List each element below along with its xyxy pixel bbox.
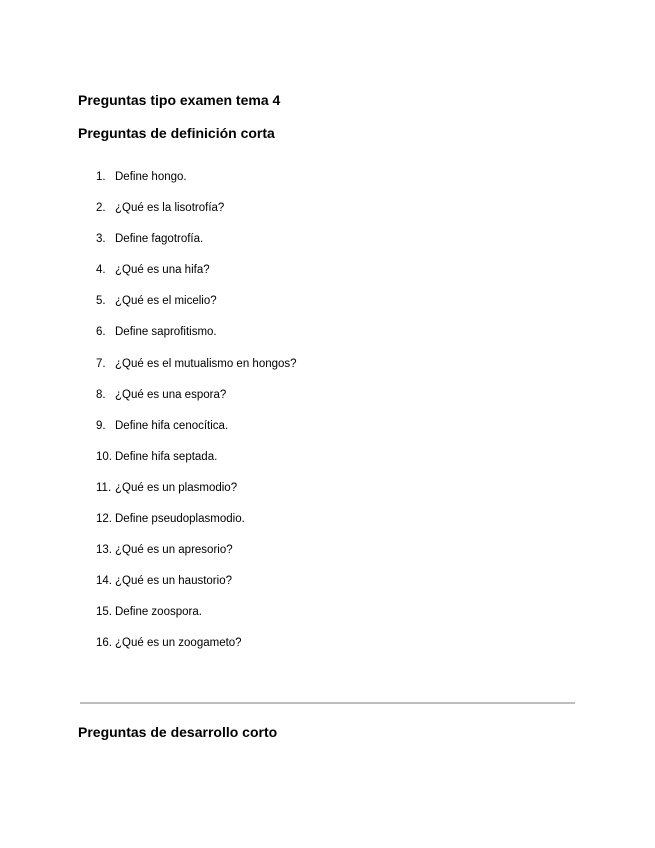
list-item bbox=[96, 573, 297, 604]
question-number: 10. bbox=[96, 450, 112, 463]
question-text: ¿Qué es la lisotrofía? bbox=[115, 202, 225, 215]
question-number: 5. bbox=[96, 295, 106, 308]
question-number: 4. bbox=[96, 264, 106, 277]
question-text: ¿Qué es un apresorio? bbox=[115, 544, 233, 557]
question-text: ¿Qué es un haustorio? bbox=[115, 575, 232, 588]
question-list bbox=[96, 169, 297, 667]
question-text: ¿Qué es una hifa? bbox=[115, 264, 210, 277]
question-text: Define pseudoplasmodio. bbox=[115, 513, 245, 526]
list-item bbox=[96, 169, 297, 200]
list-item bbox=[96, 387, 297, 418]
question-text: Define hifa septada. bbox=[115, 450, 218, 463]
question-number: 13. bbox=[96, 544, 112, 557]
document-title: Preguntas tipo examen tema 4 bbox=[78, 92, 281, 108]
question-number: 15. bbox=[96, 606, 112, 619]
question-text: Define fagotrofía. bbox=[115, 233, 204, 246]
question-number: 11. bbox=[96, 481, 112, 494]
list-item bbox=[96, 293, 297, 324]
question-number: 8. bbox=[96, 388, 106, 401]
list-item bbox=[96, 511, 297, 542]
section-heading-desarrollo-corto: Preguntas de desarrollo corto bbox=[78, 724, 278, 740]
question-text: ¿Qué es el micelio? bbox=[115, 295, 217, 308]
list-item bbox=[96, 324, 297, 355]
question-number: 16. bbox=[96, 637, 112, 650]
question-number: 9. bbox=[96, 419, 106, 432]
question-text: ¿Qué es el mutualismo en hongos? bbox=[115, 357, 297, 370]
section-heading-definicion-corta: Preguntas de definición corta bbox=[78, 125, 275, 141]
list-item bbox=[96, 635, 297, 666]
question-text: ¿Qué es una espora? bbox=[115, 388, 227, 401]
question-number: 6. bbox=[96, 326, 106, 339]
question-text: Define hifa cenocítica. bbox=[115, 419, 229, 432]
list-item bbox=[96, 231, 297, 262]
question-number: 14. bbox=[96, 575, 112, 588]
list-item bbox=[96, 262, 297, 293]
list-item bbox=[96, 449, 297, 480]
question-number: 3. bbox=[96, 233, 106, 246]
question-number: 12. bbox=[96, 513, 112, 526]
question-text: Define saprofitismo. bbox=[115, 326, 217, 339]
list-item bbox=[96, 480, 297, 511]
section-divider bbox=[80, 702, 575, 704]
list-item bbox=[96, 200, 297, 231]
question-number: 1. bbox=[96, 171, 106, 183]
list-item bbox=[96, 604, 297, 635]
list-item bbox=[96, 356, 297, 387]
question-text: ¿Qué es un zoogameto? bbox=[115, 637, 242, 650]
question-number: 2. bbox=[96, 202, 106, 215]
question-text: Define hongo. bbox=[115, 171, 187, 183]
list-item bbox=[96, 542, 297, 573]
question-text: Define zoospora. bbox=[115, 606, 202, 619]
list-item bbox=[96, 418, 297, 449]
question-number: 7. bbox=[96, 357, 106, 370]
question-text: ¿Qué es un plasmodio? bbox=[115, 481, 238, 494]
